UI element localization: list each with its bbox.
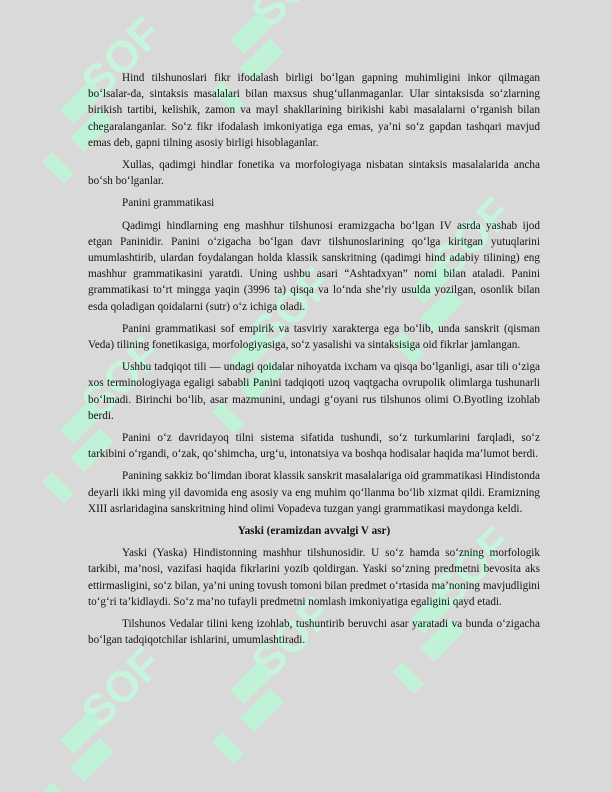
paragraph-panini-system: Panini o‘z davridayoq tilni sistema sifatida tushundi, so‘z turkumlarini farqladi, so‘z tarkibini o‘rgandi, o‘zak, qo‘shimcha, urg‘u, intonatsiya va boshqa hodisalar haqida ma’lumot berdi. bbox=[88, 432, 540, 461]
paragraph-panini-legacy: Panining sakkiz bo‘limdan iborat klassik sanskrit masalalariga oid grammatikasi Hindistonda deyarli ikki ming yil davomida eng asosiy va eng muhim qo‘llanma bo‘lib xizmat qildi. Eramizning XIII asrlaridagina sanskritning hind olimi Vopadeva tuzgan yangi grammatikasi maydonga keldi. bbox=[88, 470, 540, 515]
heading-yaski: Yaski (eramizdan avvalgi V asr) bbox=[237, 525, 391, 538]
paragraph-yaski-intro: Yaski (Yaska) Hindistonning mashhur tilshunosidir. U so‘z hamda so‘zning morfologik tarkibi, ma’nosi, vazifasi haqida fikrlarini yozib qoldirgan. Yaski so‘zning predmetni bevosita aks ettirmasligini, so‘z bilan, ya’ni uning tovush tomoni bilan predmet o‘rtasida ma’noning mavjudligini to‘g‘ri ta’kidlaydi. So‘z ma’no tufayli predmetni nomlash imkoniyatiga egaligini qayd etadi. bbox=[88, 547, 540, 608]
paragraph-panini-intro: Qadimgi hindlarning eng mashhur tilshunosi eramizgacha bo‘lgan IV asrda yashab ijod etgan Paninidir. Panini o‘zigacha bo‘lgan davr tilshunoslarining qo‘lga kiritgan yutuqlarini umumlashtirib, ulardan foydalangan holda klassik sanskritning (qadimgi hind adabiy tilining) eng mashhur grammatikasini yaratdi. Uning ushbu asari “Ashtadxyan” nomi bilan ataladi. Panini grammatikasi to‘rt mingga yaqin (3996 ta) qisqa va lo‘nda she’riy usulda yozilgan, osonlik bilan esda qoladigan qoidalarni (sutr) o‘z ichiga oladi. bbox=[88, 219, 540, 313]
heading-panini-grammar: Panini grammatikasi bbox=[122, 197, 215, 210]
document-body bbox=[88, 70, 540, 655]
paragraph-panini-empirical: Panini grammatikasi sof empirik va tasviriy xarakterga ega bo‘lib, unda sanskrit (qisman Veda) tilining fonetikasiga, morfologiyasiga, so‘z yasalishi va sintaksisiga oid fikrlar jamlangan. bbox=[88, 322, 540, 352]
paragraph-summary: Xullas, qadimgi hindlar fonetika va morfologiyaga nisbatan sintaksis masalalarida ancha bo‘sh bo‘lganlar. bbox=[88, 159, 540, 188]
paragraph-syntax: Hind tilshunoslari fikr ifodalash birligi bo‘lgan gapning muhimligini inkor qilmagan bo‘lsalar-da, sintaksis masalalari bilan maxsus shug‘ullanmaganlar. Ular sintaksisda so‘zlarning birikish tartibi, kelishik, zamon va mayl shakllarining birikishi kabi masalalarni o‘rganish bilan chegaralanganlar. So‘z fikr ifodalash imkoniyatiga ega emas, ya’ni so‘z gapdan tashqari mavjud emas deb, gapni tilning asosiy birligi hisoblaganlar. bbox=[88, 72, 540, 149]
paragraph-yaski-vedas: Tilshunos Vedalar tilini keng izohlab, tushuntirib beruvchi asar yaratadi va bunda o‘zigacha bo‘lgan tadqiqotchilar ishlarini, umumlashtiradi. bbox=[88, 618, 540, 647]
paragraph-research-language: Ushbu tadqiqot tili — undagi qoidalar nihoyatda ixcham va qisqa bo‘lganligi, asar tili o‘ziga xos terminologiyaga egaligi sababli Panini tadqiqoti uzoq vaqtgacha ovrupolik olimlarga tushunarli bo‘lmadi. Birinchi bo‘lib, asar mazmunini, undagi g‘oyani rus tilshunos olimi O.Byotling izohlab berdi. bbox=[88, 361, 540, 422]
